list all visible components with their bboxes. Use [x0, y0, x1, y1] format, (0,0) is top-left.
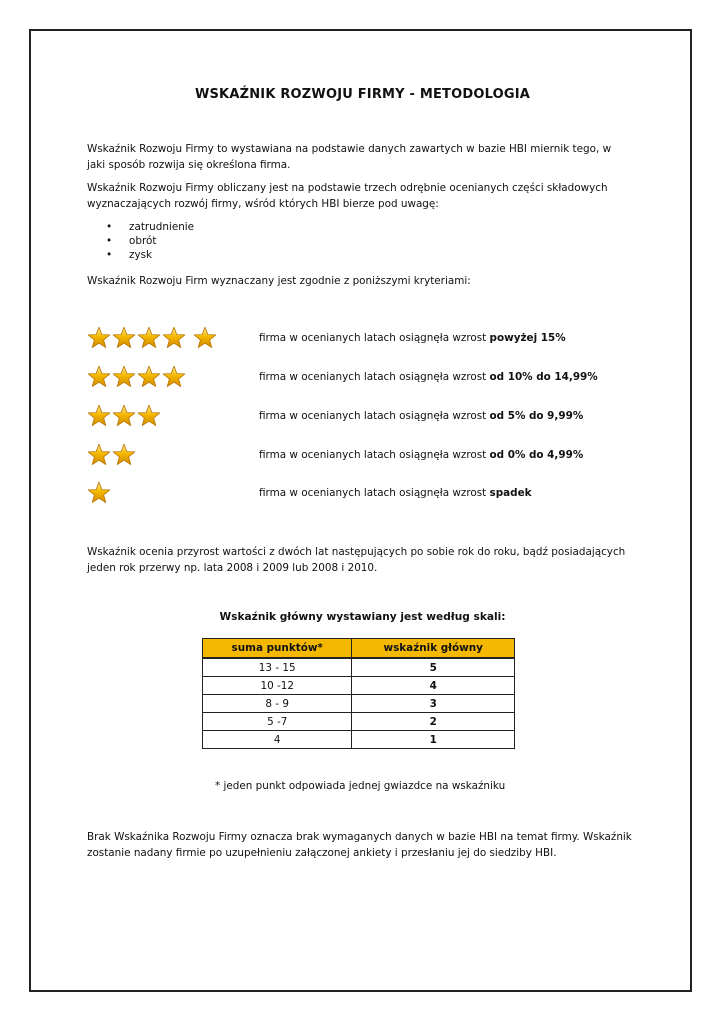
star-icon	[137, 365, 161, 389]
list-item: • obrót	[87, 234, 194, 248]
scale-table	[202, 638, 515, 749]
footnote: * jeden punkt odpowiada jednej gwiazdce na wskaźniku	[215, 780, 506, 792]
table-row	[203, 713, 515, 731]
column-header: suma punktów*	[203, 639, 352, 659]
criteria-description: firma w ocenianych latach osiągnęła wzrost powyżej 15%	[259, 332, 566, 344]
list-item: • zysk	[87, 248, 194, 262]
table-row	[203, 677, 515, 695]
points-cell: 10 -12	[203, 677, 352, 695]
star-icon	[112, 443, 136, 467]
table-header-row	[203, 639, 515, 659]
points-cell: 13 - 15	[203, 658, 352, 677]
indicator-cell: 5	[352, 658, 515, 677]
star-icon	[112, 365, 136, 389]
star-icon	[87, 443, 111, 467]
indicator-cell: 2	[352, 713, 515, 731]
intro-paragraph-2: Wskaźnik Rozwoju Firmy obliczany jest na podstawie trzech odrębnie ocenianych części składowych wyznaczających rozwój firmy, wśród których HBI bierze pod uwagę:	[87, 182, 608, 210]
criteria-description: firma w ocenianych latach osiągnęła wzrost od 10% do 14,99%	[259, 371, 598, 383]
criteria-row-4-stars	[87, 365, 647, 393]
star-icon	[137, 404, 161, 428]
criteria-row-1-star	[87, 481, 647, 509]
star-icon	[87, 365, 111, 389]
list-item: • zatrudnienie	[87, 220, 194, 234]
column-header: wskaźnik główny	[352, 639, 515, 659]
table-row	[203, 658, 515, 677]
criteria-row-2-stars	[87, 443, 647, 471]
star-icon	[87, 404, 111, 428]
criteria-description: firma w ocenianych latach osiągnęła wzrost spadek	[259, 487, 532, 499]
closing-note: Brak Wskaźnika Rozwoju Firmy oznacza brak wymaganych danych w bazie HBI na temat firmy. Wskaźnik zostanie nadany firmie po uzupełnieniu załączonej ankiety i przesłaniu jej do siedziby HBI.	[87, 831, 632, 859]
star-icon	[112, 404, 136, 428]
page-title: WSKAŹNIK ROZWOJU FIRMY - METODOLOGIA	[194, 87, 531, 102]
scale-heading: Wskaźnik główny wystawiany jest według skali:	[219, 611, 506, 623]
criteria-intro: Wskaźnik Rozwoju Firm wyznaczany jest zgodnie z poniższymi kryteriami:	[87, 275, 471, 287]
points-cell: 4	[203, 731, 352, 749]
evaluation-note: Wskaźnik ocenia przyrost wartości z dwóch lat następujących po sobie rok do roku, bądź posiadających jeden rok przerwy np. lata 2008 i 2009 lub 2008 i 2010.	[87, 546, 626, 574]
components-list	[87, 220, 194, 262]
intro-paragraph-1: Wskaźnik Rozwoju Firmy to wystawiana na podstawie danych zawartych w bazie HBI miernik tego, w jaki sposób rozwija się określona firma.	[87, 143, 612, 171]
indicator-cell: 1	[352, 731, 515, 749]
points-cell: 8 - 9	[203, 695, 352, 713]
criteria-row-5-stars	[87, 326, 647, 354]
star-icon	[193, 326, 217, 350]
indicator-cell: 3	[352, 695, 515, 713]
table-row	[203, 695, 515, 713]
star-icon	[162, 365, 186, 389]
criteria-description: firma w ocenianych latach osiągnęła wzrost od 5% do 9,99%	[259, 410, 584, 422]
star-icon	[87, 326, 111, 350]
star-icon	[137, 326, 161, 350]
star-icon	[162, 326, 186, 350]
points-cell: 5 -7	[203, 713, 352, 731]
indicator-cell: 4	[352, 677, 515, 695]
star-icon	[87, 481, 111, 505]
table-row	[203, 731, 515, 749]
criteria-row-3-stars	[87, 404, 647, 432]
star-icon	[112, 326, 136, 350]
criteria-description: firma w ocenianych latach osiągnęła wzrost od 0% do 4,99%	[259, 449, 584, 461]
